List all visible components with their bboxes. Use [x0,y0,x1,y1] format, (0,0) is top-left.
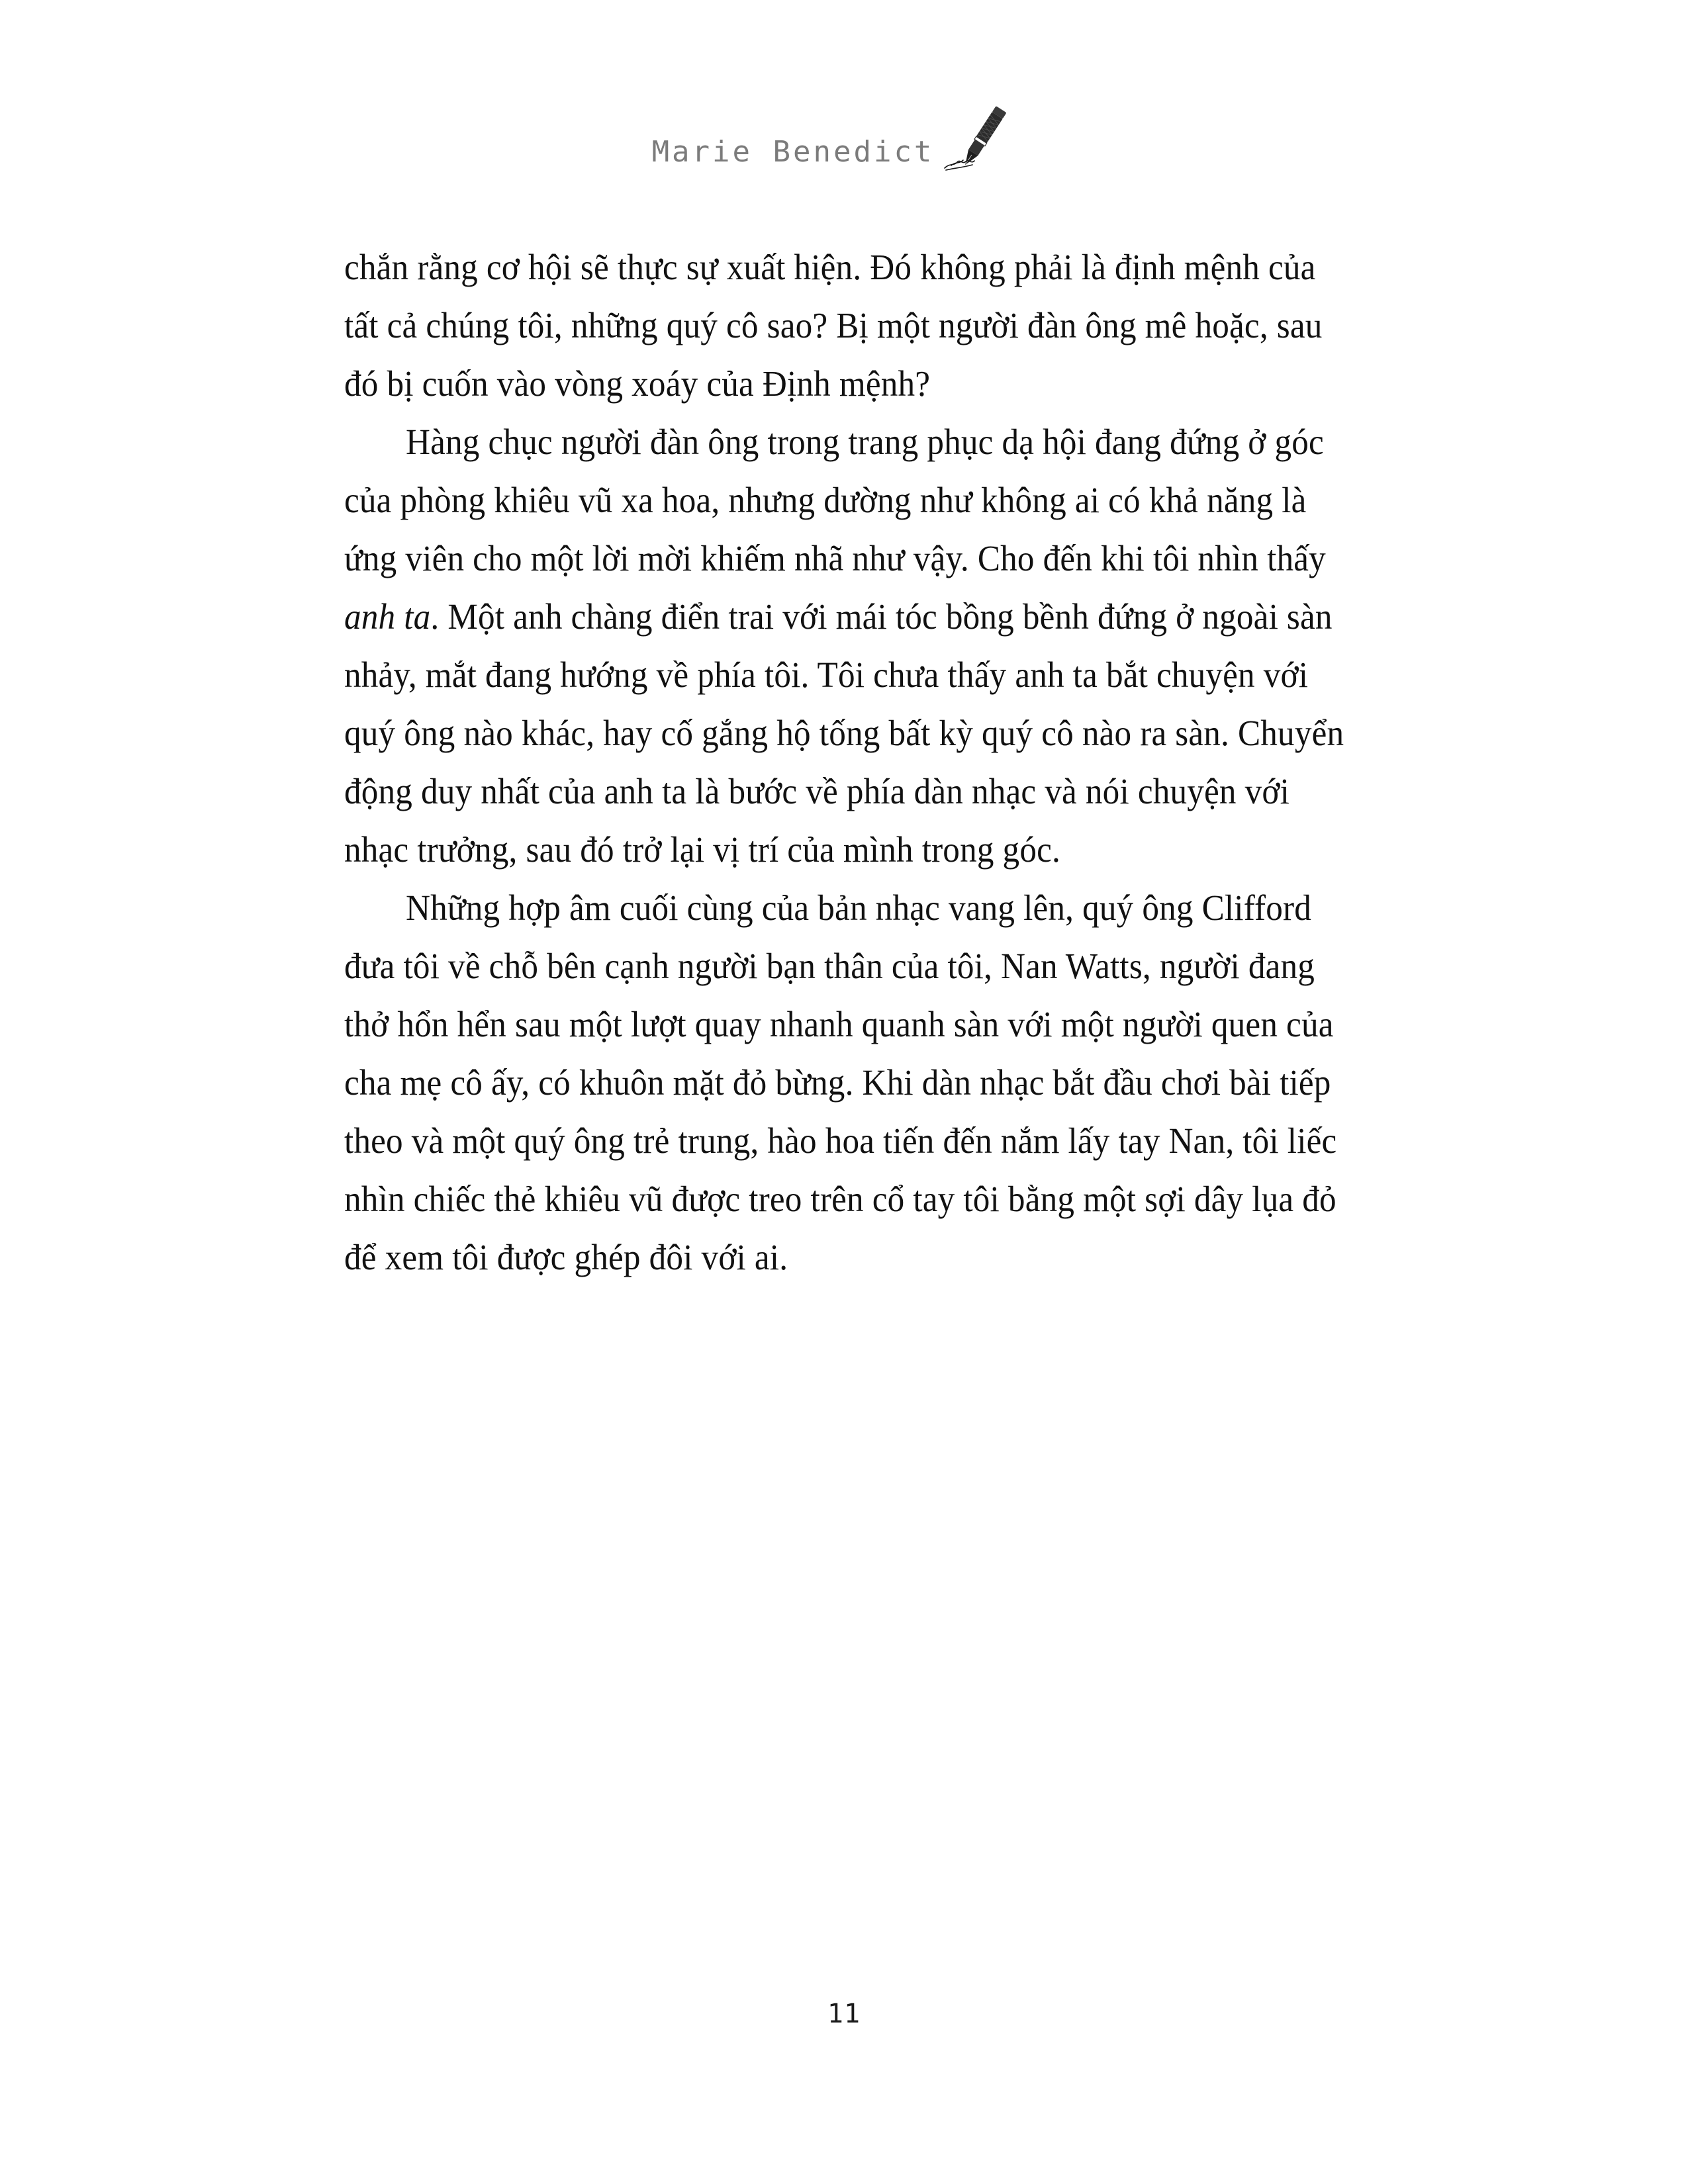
body-text-column [344,238,1344,1287]
paragraph-continued: chắn rằng cơ hội sẽ thực sự xuất hiện. Đó không phải là định mệnh của tất cả chúng tôi, những quý cô sao? Bị một người đàn ông mê hoặc, sau đó bị cuốn vào vòng xoáy của Định mệnh? [344,247,1323,404]
paragraph-ballroom: Hàng chục người đàn ông trong trang phục dạ hội đang đứng ở góc của phòng khiêu vũ xa hoa, nhưng dường như không ai có khả năng là ứng viên cho một lời mời khiếm nhã như vậy. Cho đến khi tôi nhìn thấy anh ta. Một anh chàng điển trai với mái tóc bồng bềnh đứng ở ngoài sàn nhảy, mắt đang hướng về phía tôi. Tôi chưa thấy anh ta bắt chuyện với quý ông nào khác, hay cố gắng hộ tống bất kỳ quý cô nào ra sàn. Chuyển động duy nhất của anh ta là bước về phía dàn nhạc và nói chuyện với nhạc trưởng, sau đó trở lại vị trí của mình trong góc. [344,422,1344,870]
fountain-pen-icon [943,102,1007,173]
running-header [0,98,1688,177]
running-header-inner [652,98,1008,169]
author-name: Marie Benedict [651,135,935,169]
page-number: 11 [827,1999,861,2029]
paragraph-clifford: Những hợp âm cuối cùng của bản nhạc vang lên, quý ông Clifford đưa tôi về chỗ bên cạnh người bạn thân của tôi, Nan Watts, người đang thở hổn hển sau một lượt quay nhanh quanh sàn với một người quen của cha mẹ cô ấy, có khuôn mặt đỏ bừng. Khi dàn nhạc bắt đầu chơi bài tiếp theo và một quý ông trẻ trung, hào hoa tiến đến nắm lấy tay Nan, tôi liếc nhìn chiếc thẻ khiêu vũ được treo trên cổ tay tôi bằng một sợi dây lụa đỏ để xem tôi được ghép đôi với ai. [344,887,1337,1277]
emphasis-text: anh ta [344,596,431,637]
